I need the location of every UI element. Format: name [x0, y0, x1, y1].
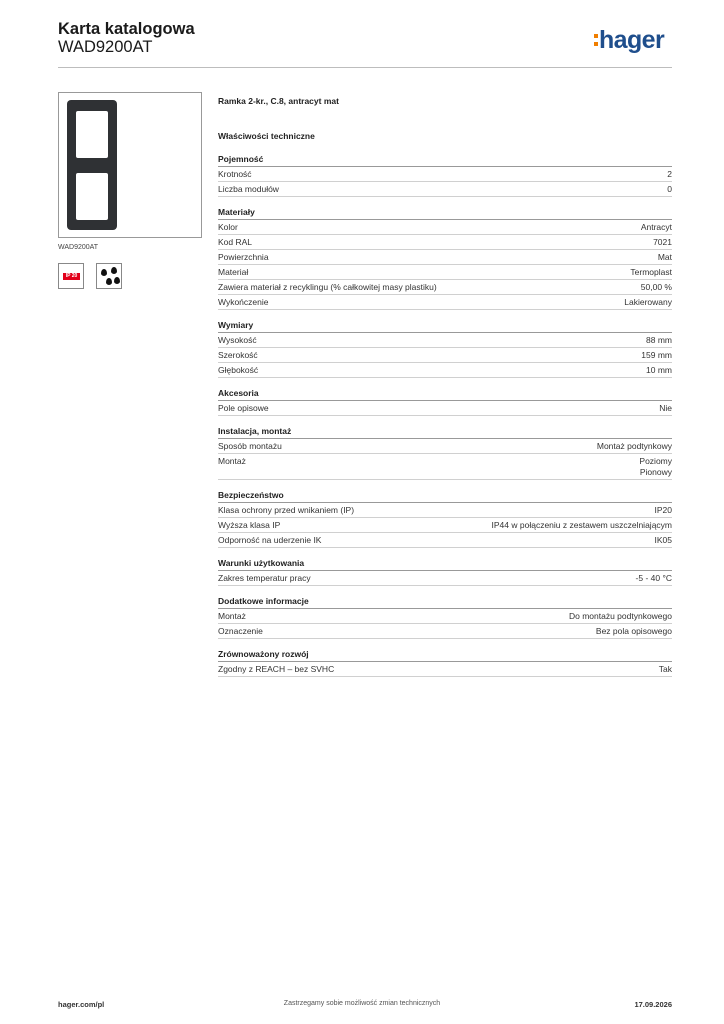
- spec-value: IP44 w połączeniu z zestawem uszczelniającym: [491, 520, 672, 530]
- spec-section: [218, 648, 672, 677]
- spec-value: Tak: [658, 664, 672, 674]
- spec-row: [218, 571, 672, 586]
- spec-label: Głębokość: [218, 365, 259, 375]
- spec-row: [218, 503, 672, 518]
- spec-value: Antracyt: [640, 222, 672, 232]
- spec-row: [218, 624, 672, 639]
- spec-value: 159 mm: [641, 350, 672, 360]
- spec-row: [218, 518, 672, 533]
- spec-row: [218, 250, 672, 265]
- product-image: [58, 92, 202, 238]
- spec-row: [218, 454, 672, 480]
- technical-properties-title: Właściwości techniczne: [218, 131, 315, 141]
- spec-label: Montaż: [218, 611, 246, 621]
- spec-value: 2: [667, 169, 672, 179]
- spec-label: Montaż: [218, 456, 246, 466]
- product-name: Ramka 2-kr., C.8, antracyt mat: [218, 96, 339, 106]
- spec-section: [218, 595, 672, 639]
- section-title: Zrównoważony rozwój: [218, 648, 672, 662]
- spec-value: 0: [667, 184, 672, 194]
- section-title: Wymiary: [218, 319, 672, 333]
- footer-note: Zastrzegamy sobie możliwość zmian technicznych: [283, 1000, 441, 1007]
- spec-label: Zawiera materiał z recyklingu (% całkowitej masy plastiku): [218, 282, 437, 292]
- spec-label: Pole opisowe: [218, 403, 269, 413]
- spec-value: Mat: [657, 252, 672, 262]
- spec-row: [218, 182, 672, 197]
- spec-section: [218, 489, 672, 548]
- spec-row: [218, 280, 672, 295]
- section-title: Dodatkowe informacje: [218, 595, 672, 609]
- spec-section: [218, 206, 672, 310]
- spec-value: -5 - 40 °C: [635, 573, 672, 583]
- spec-row: [218, 348, 672, 363]
- spec-row: [218, 662, 672, 677]
- spec-row: [218, 167, 672, 182]
- spec-label: Wyższa klasa IP: [218, 520, 281, 530]
- section-title: Warunki użytkowania: [218, 557, 672, 571]
- spec-row: [218, 235, 672, 250]
- water-drops-icon: [96, 263, 122, 289]
- spec-section: [218, 153, 672, 197]
- spec-value: Poziomy Pionowy: [639, 456, 672, 477]
- spec-value: IK05: [654, 535, 672, 545]
- spec-section: [218, 319, 672, 378]
- spec-value: 10 mm: [646, 365, 672, 375]
- spec-row: [218, 220, 672, 235]
- spec-label: Szerokość: [218, 350, 258, 360]
- spec-value: Termoplast: [630, 267, 672, 277]
- product-code: WAD9200AT: [58, 38, 153, 56]
- ip-badge-text: IP 20: [63, 273, 80, 280]
- section-title: Pojemność: [218, 153, 672, 167]
- spec-value: Do montażu podtynkowego: [568, 611, 672, 621]
- spec-row: [218, 609, 672, 624]
- ip20-icon: [58, 263, 84, 289]
- spec-label: Zakres temperatur pracy: [218, 573, 311, 583]
- spec-value: IP20: [654, 505, 672, 515]
- spec-section: [218, 557, 672, 586]
- product-image-label: WAD9200AT: [58, 244, 99, 251]
- spec-label: Oznaczenie: [218, 626, 263, 636]
- section-title: Instalacja, montaż: [218, 425, 672, 439]
- spec-row: [218, 533, 672, 548]
- spec-label: Liczba modułów: [218, 184, 279, 194]
- header-divider: [58, 67, 672, 68]
- spec-label: Kod RAL: [218, 237, 253, 247]
- spec-label: Kolor: [218, 222, 238, 232]
- spec-label: Sposób montażu: [218, 441, 282, 451]
- spec-label: Klasa ochrony przed wnikaniem (IP): [218, 505, 355, 515]
- footer-url[interactable]: hager.com/pl: [58, 1000, 105, 1009]
- frame-image-icon: [67, 100, 117, 230]
- spec-row: [218, 363, 672, 378]
- spec-label: Odporność na uderzenie IK: [218, 535, 322, 545]
- spec-row: [218, 265, 672, 280]
- spec-row: [218, 333, 672, 348]
- spec-value: Montaż podtynkowy: [596, 441, 672, 451]
- spec-value: 88 mm: [646, 335, 672, 345]
- spec-section: [218, 387, 672, 416]
- section-title: Materiały: [218, 206, 672, 220]
- page-title: Karta katalogowa: [58, 20, 195, 38]
- spec-label: Wysokość: [218, 335, 257, 345]
- spec-label: Krotność: [218, 169, 252, 179]
- spec-label: Powierzchnia: [218, 252, 269, 262]
- footer-date: 17.09.2026: [634, 1000, 672, 1009]
- spec-section: [218, 425, 672, 480]
- spec-sections: [218, 153, 672, 677]
- spec-label: Zgodny z REACH – bez SVHC: [218, 664, 335, 674]
- spec-row: [218, 439, 672, 454]
- specifications: [218, 96, 672, 686]
- spec-value: 7021: [653, 237, 672, 247]
- section-title: Akcesoria: [218, 387, 672, 401]
- spec-value: 50,00 %: [640, 282, 672, 292]
- hager-logo: [594, 26, 664, 55]
- spec-value: Lakierowany: [624, 297, 672, 307]
- section-title: Bezpieczeństwo: [218, 489, 672, 503]
- spec-row: [218, 295, 672, 310]
- spec-label: Materiał: [218, 267, 249, 277]
- spec-row: [218, 401, 672, 416]
- spec-label: Wykończenie: [218, 297, 269, 307]
- spec-value: Bez pola opisowego: [595, 626, 672, 636]
- spec-value: Nie: [659, 403, 672, 413]
- brand-name: hager: [599, 26, 665, 54]
